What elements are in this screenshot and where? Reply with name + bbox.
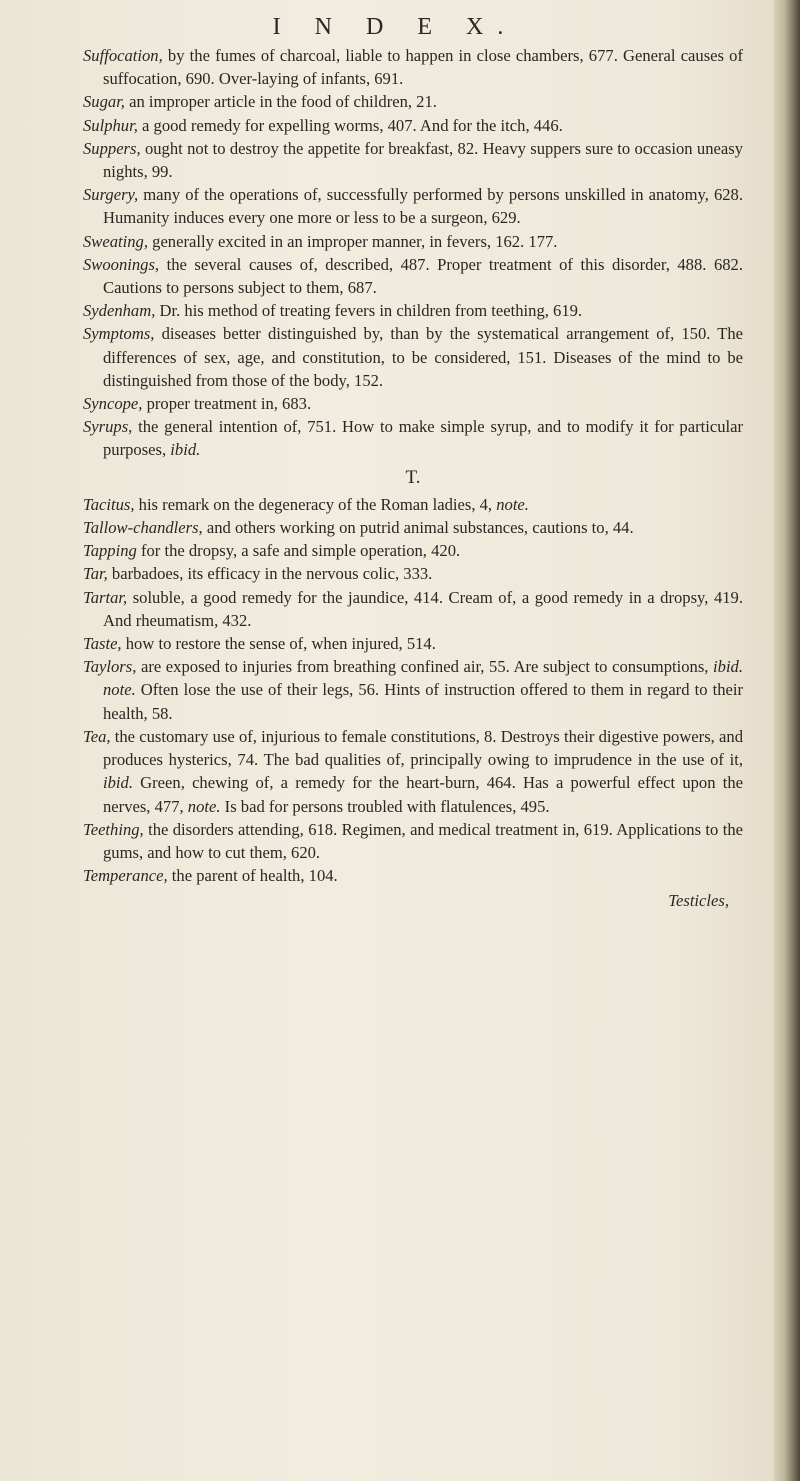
entry-text: ibid. note.: [103, 657, 743, 700]
entry-text: the customary use of, injurious to female constitutions, 8. Destroys their digestive powers, and produces hysterics, 74. The bad qualities of, principally owing to imprudence in the use of it,: [103, 726, 743, 770]
entry-text: his remark on the degeneracy of the Roman ladies, 4,: [134, 494, 497, 514]
entry-text: the general intention of, 751. How to make simple syrup, and to modify it for particular purposes,: [103, 417, 743, 460]
entry-text: many of the operations of, successfully performed by persons unskilled in anatomy, 628. Humanity induces every one more or less to be a surgeon, 629.: [103, 185, 743, 228]
entry-text: and others working on putrid animal substances, cautions to, 44.: [202, 518, 634, 538]
index-entry: [83, 253, 743, 299]
index-entry: [83, 864, 743, 887]
entries-t: [83, 493, 743, 887]
entry-headword: Swoonings,: [83, 254, 160, 274]
entry-headword: Tallow-chandlers,: [83, 518, 203, 538]
entry-text: for the dropsy, a safe and simple operation, 420.: [136, 541, 461, 561]
index-entry: [83, 183, 743, 229]
entry-headword: Taste,: [83, 634, 122, 654]
entry-text: ibid.: [170, 440, 201, 460]
entry-headword: Taylors,: [83, 657, 137, 677]
index-entry: [83, 539, 743, 562]
index-entry: [83, 322, 743, 392]
entry-headword: Temperance,: [83, 866, 168, 886]
entry-text: barbadoes, its efficacy in the nervous colic, 333.: [107, 564, 433, 584]
entry-headword: Suffocation,: [83, 46, 163, 65]
entry-text: how to restore the sense of, when injured, 514.: [121, 634, 436, 654]
entry-text: by the fumes of charcoal, liable to happen in close chambers, 677. General causes of suffocation, 690. Over-laying of infants, 691.: [103, 46, 743, 89]
index-entry: [83, 655, 743, 725]
entry-headword: Symptoms,: [83, 324, 155, 344]
entry-headword: Syncope,: [83, 394, 143, 414]
entry-text: ought not to destroy the appetite for breakfast, 82. Heavy suppers sure to occasion uneasy nights, 99.: [103, 138, 743, 182]
entry-text: an improper article in the food of children, 21.: [124, 92, 437, 112]
entry-headword: Sweating,: [83, 231, 148, 251]
index-content: [83, 44, 743, 913]
index-entry: [83, 632, 743, 655]
entry-headword: Syrups,: [83, 417, 133, 437]
entry-text: Green, chewing of, a remedy for the heart-burn, 464. Has a powerful effect upon the nerves, 477,: [103, 773, 743, 816]
entry-headword: Sydenham,: [83, 301, 156, 321]
entry-headword: Sugar,: [83, 92, 125, 112]
entry-text: note.: [187, 796, 221, 816]
catchword: Testicles,: [668, 891, 729, 911]
entry-text: soluble, a good remedy for the jaundice, 414. Cream of, a good remedy in a dropsy, 419. And rheumatism, 432.: [103, 587, 743, 630]
index-entry: [83, 562, 743, 585]
entry-text: a good remedy for expelling worms, 407. And for the itch, 446.: [137, 115, 563, 135]
entry-text: the several causes of, described, 487. Proper treatment of this disorder, 488. 682. Cautions to persons subject to them, 687.: [103, 254, 743, 298]
index-entry: [83, 114, 743, 137]
entry-text: proper treatment in, 683.: [142, 394, 312, 414]
entry-text: the parent of health, 104.: [167, 866, 338, 886]
index-entry: [83, 725, 743, 818]
index-entry: [83, 493, 743, 516]
entry-headword: Tar,: [83, 564, 108, 584]
entry-headword: Teething,: [83, 819, 144, 839]
entry-text: are exposed to injuries from breathing confined air, 55. Are subject to consumptions,: [136, 657, 714, 677]
index-entry: [83, 90, 743, 113]
entry-headword: Sulphur,: [83, 115, 138, 135]
page-spine-shadow: [774, 0, 800, 1481]
entry-text: Often lose the use of their legs, 56. Hints of instruction offered to them in regard to their health, 58.: [103, 680, 743, 723]
entry-text: generally excited in an improper manner, in fevers, 162. 177.: [148, 231, 558, 251]
entry-headword: Tacitus,: [83, 494, 135, 514]
index-entry: [83, 415, 743, 461]
entry-headword: Tea,: [83, 726, 111, 746]
index-entry: [83, 586, 743, 632]
entries-s: [83, 44, 743, 462]
entry-text: the disorders attending, 618. Regimen, and medical treatment in, 619. Applications to the gums, and how to cut them, 620.: [103, 819, 743, 862]
section-letter-t: T.: [405, 466, 421, 488]
index-entry: [83, 230, 743, 253]
entry-headword: Tapping: [83, 541, 137, 561]
index-entry: [83, 818, 743, 864]
index-entry: [83, 137, 743, 183]
entry-headword: Tartar,: [83, 587, 128, 607]
index-entry: [83, 392, 743, 415]
page-header: I N D E X.: [272, 14, 518, 40]
entry-text: diseases better distinguished by, than by the systematical arrangement of, 150. The differences of sex, age, and constitution, to be considered, 151. Diseases of the mind to be distinguished from those of the body, 152.: [103, 324, 743, 390]
entry-text: ibid.: [103, 773, 133, 793]
index-entry: [83, 44, 743, 90]
entry-text: Dr. his method of treating fevers in children from teething, 619.: [155, 301, 583, 321]
entry-headword: Suppers,: [83, 138, 141, 158]
index-entry: [83, 299, 743, 322]
index-entry: [83, 516, 743, 539]
entry-text: Is bad for persons troubled with flatulences, 495.: [220, 796, 550, 816]
entry-headword: Surgery,: [83, 185, 139, 205]
entry-text: note.: [496, 494, 529, 514]
